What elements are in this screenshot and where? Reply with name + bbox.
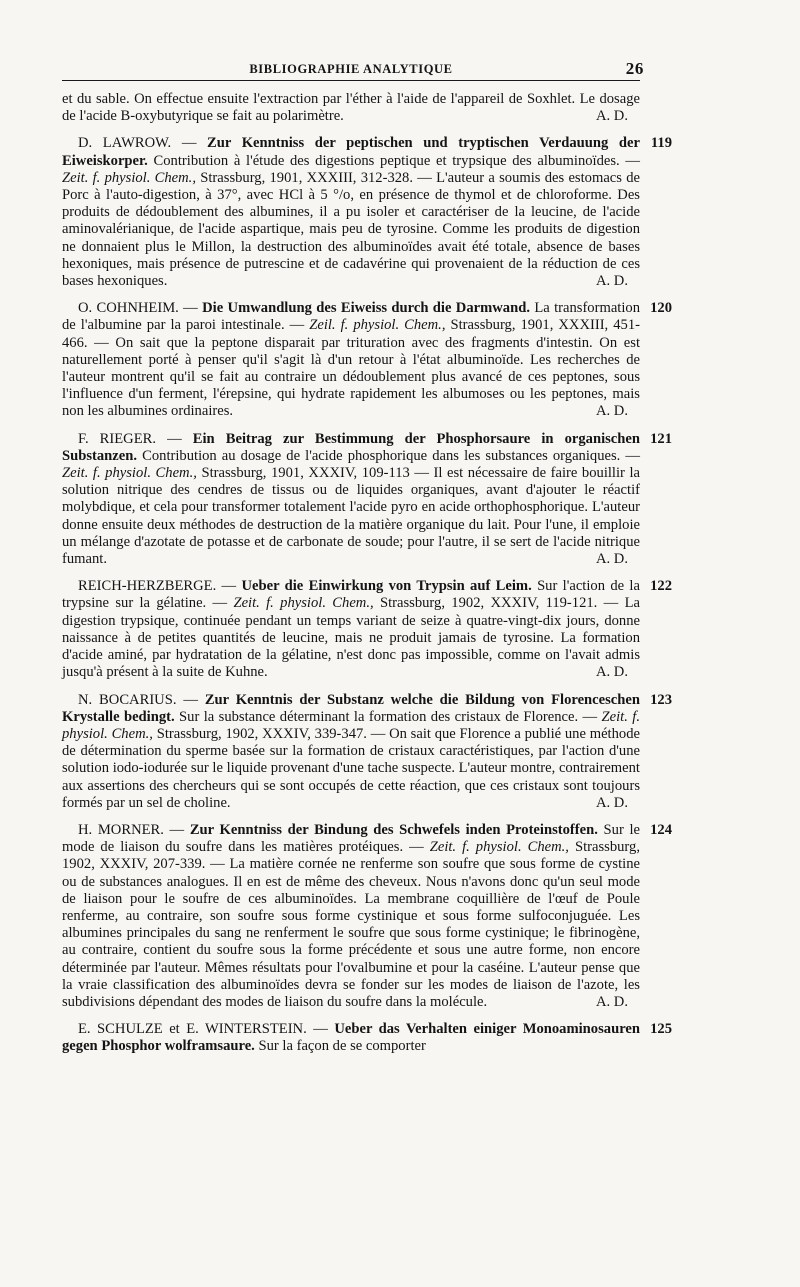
entry-journal: Zeit. f. physiol. Chem., [62, 708, 640, 742]
entry-title: Zur Kenntnis der Substanz welche die Bildung von Florenceschen Krystalle bedingt. [62, 691, 640, 725]
entry-summary-intro: Contribution à l'étude des digestions peptique et trypsique des albuminoïdes. — [153, 152, 640, 169]
entry-summary-intro: Sur la substance déterminant la formation des cristaux de Florence. — [179, 708, 598, 725]
entry-number: 122 [650, 578, 672, 595]
entry-title: Ein Beitrag zur Bestimmung der Phosphorsaure in organischen Substanzen. [62, 430, 640, 464]
bibliography-entry [62, 135, 672, 290]
continuation-paragraph [62, 91, 640, 125]
entry-author: D. LAWROW. — [78, 135, 197, 152]
running-header [62, 58, 644, 81]
entry-author: N. BOCARIUS. — [78, 691, 198, 708]
bibliography-entry [62, 430, 672, 569]
entry-summary: Strassburg, 1901, XXXIII, 312-328. — L'auteur a soumis des estomacs de Porc à l'auto-digestion, à 37°, avec HCl à 5 °/o, en présence de thymol et de chloroforme. Des produits de dédoublement des albumines, il a pu isoler et caractériser de la leucine, de l'acide aminovalérianique, de l'acide aspartique, mais peu de tyrosine. Comme les produits de digestion ne donnaient plus le Millon, la destruction des albuminoïdes avait été totale, absence de bases hexoniques, mais présence de putrescine et de cadavérine qui provenaient de la réduction de ces bases hexoniques. [62, 169, 640, 290]
entries [62, 135, 672, 1055]
entry-author: REICH-HERZBERGE. — [78, 578, 237, 595]
entry-title: Zur Kenntniss der Bindung des Schwefels inden Proteinstoffen. [189, 821, 598, 838]
entry-title: Ueber die Einwirkung von Trypsin auf Leim. [241, 578, 532, 595]
signature: A. D. [595, 403, 628, 420]
signature: A. D. [595, 273, 628, 290]
page-number: 26 [625, 59, 644, 78]
entry-author: E. SCHULZE et E. WINTERSTEIN. — [78, 1021, 328, 1038]
entry-author: F. RIEGER. — [78, 430, 182, 447]
entry-number: 123 [650, 691, 672, 708]
entry-author: H. MORNER. — [78, 821, 185, 838]
signature: A. D. [595, 551, 628, 568]
entry-title: Ueber das Verhalten einiger Monoaminosauren gegen Phosphor wolframsaure. [62, 1021, 640, 1055]
entry-journal: Zeit. f. physiol. Chem., [233, 595, 374, 612]
entry-summary: Strassburg, 1902, XXXIV, 119-121. — La digestion trypsique, continuée pendant un temps variant de seize à quatre-vingt-dix jours, donne naissance à de petites quantités de leucine, mais ne produit jamais de tyrosine. La formation d'acide aminé, par hydratation de la gélatine, n'est donc pas impossible, comme on l'avait admis jusqu'à présent à la suite de Kuhne. [62, 595, 640, 681]
bibliography-entry [62, 691, 672, 812]
bibliography-entry [62, 300, 672, 420]
running-title: BIBLIOGRAPHIE ANALYTIQUE [249, 62, 453, 76]
entry-journal: Zeil. f. physiol. Chem., [309, 317, 446, 334]
bibliography-entry [62, 821, 672, 1011]
entry-number: 124 [650, 821, 672, 838]
entry-author: O. COHNHEIM. — [78, 300, 198, 317]
bibliography-entry [62, 1021, 672, 1055]
bibliography-list [62, 91, 672, 1056]
entry-title: Zur Kenntniss der peptischen und tryptischen Verdauung der Eiweiskorper. [62, 135, 640, 169]
signature: A. D. [595, 664, 628, 681]
entry-summary: Strassburg, 1902, XXXIV, 339-347. — On sait que Florence a publié une méthode de détermination du sperme basée sur la formation de cristaux caractéristiques, par l'action d'une solution iodo-iodurée sur le liquide provenant d'une tache suspecte. L'auteur montre, contrairement aux assertions des chercheurs qui se sont occupés de cette réaction, que ces cristaux sont toujours formés par un sel de choline. [62, 725, 640, 811]
entry-number: 125 [650, 1021, 672, 1038]
signature: A. D. [595, 993, 628, 1010]
entry-journal: Zeit. f. physiol. Chem., [62, 465, 197, 482]
entry-summary-intro: Sur l'action de la trypsine sur la gélatine. — [62, 578, 640, 612]
entry-journal: Zeit. f. physiol. Chem., [429, 839, 569, 856]
entry-summary: Strassburg, 1901, XXXIII, 451-466. — On sait que la peptone disparait par trituration avec des fragments d'intestin. On est naturellement porté à penser qu'il s'agit là d'un retour à l'état albuminoïde. Les recherches de l'auteur montrent qu'il se fait au contraire un dédoublement plus avancé de ces peptones, sous l'influence d'un ferment, l'érepsine, qui hydrate rapidement les albumoses ou les peptones, mais non les albumines ordinaires. [62, 317, 640, 420]
signature: A. D. [595, 108, 628, 125]
entry-number: 120 [650, 300, 672, 317]
entry-summary-intro: Contribution au dosage de l'acide phosphorique dans les substances organiques. — [142, 447, 640, 464]
entry-summary-intro: Sur le mode de liaison du soufre dans les matières protéiques. — [62, 821, 640, 856]
entry-summary: Strassburg, 1901, XXXIV, 109-113 — Il est nécessaire de faire bouillir la solution nitrique des cendres de tissus ou de liquides organiques, avant d'ajouter le réactif molybdique, et cela pour transformer totalement l'acide pyro en acide orthophosphorique. L'auteur donne ensuite deux méthodes de destruction de la matière organique du lait. Pour l'une, il emploie un mélange d'azotate de potasse et de carbonate de soude; pour l'autre, il se sert de l'acide nitrique fumant. [62, 465, 640, 568]
entry-summary: Strassburg, 1902, XXXIV, 207-339. — La matière cornée ne renferme son soufre que sous forme de cystine ou de substances analogues. Il en est de même des cheveux. Nous n'avons donc qu'un seul mode de liaison pour le soufre de ces albuminoïdes. La membrane coquillière de l'œuf de Poule renferme, au contraire, son soufre sous forme cystinique et sous forme sulfoconjuguée. Les albumines principales du sang ne renferment le soufre que sous forme cystinique; le fibrinogène, au contraire, contient du soufre sous la forme précédente et sous une autre forme, non encore déterminée par l'auteur. Mêmes résultats pour l'ovalbumine et pour la caséine. L'auteur pense que la vraie classification des albuminoïdes devra se fonder sur les modes de liaison de l'azote, les subdivisions dépendant des modes de liaison du soufre dans la molécule. [62, 839, 640, 1010]
bibliography-entry [62, 578, 672, 681]
entry-number: 119 [650, 135, 672, 152]
entry-summary-intro: Sur la façon de se comporter [258, 1038, 426, 1055]
entry-summary-intro: La transformation de l'albumine par la paroi intestinale. — [62, 300, 640, 334]
continuation-text: et du sable. On effectue ensuite l'extraction par l'éther à l'aide de l'appareil de Soxhlet. Le dosage de l'acide B-oxybutyrique se fait au polarimètre. [62, 91, 640, 125]
signature: A. D. [595, 794, 628, 811]
page [62, 58, 672, 1066]
entry-title: Die Umwandlung des Eiweiss durch die Darmwand. [202, 300, 530, 317]
entry-number: 121 [650, 430, 672, 447]
entry-journal: Zeit. f. physiol. Chem., [62, 169, 196, 186]
